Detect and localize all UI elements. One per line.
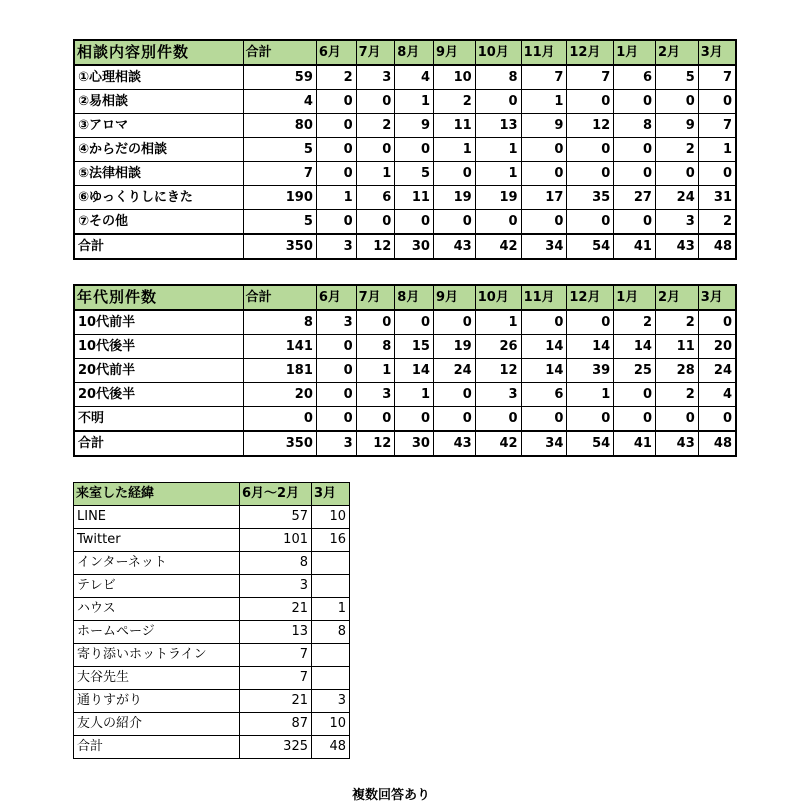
month-value: 0 xyxy=(433,210,475,235)
month-header: 8月 xyxy=(395,40,434,65)
month-value: 2 xyxy=(614,310,656,335)
month-value: 4 xyxy=(698,383,736,407)
month-value: 7 xyxy=(567,65,614,90)
count-mar: 10 xyxy=(312,506,350,529)
month-value: 0 xyxy=(521,310,567,335)
month-value: 9 xyxy=(655,114,698,138)
row-total: 5 xyxy=(243,210,316,235)
row-label: 不明 xyxy=(74,407,243,432)
month-value: 10 xyxy=(433,65,475,90)
month-value: 0 xyxy=(395,138,434,162)
row-label: ②易相談 xyxy=(74,90,243,114)
month-value: 7 xyxy=(698,65,736,90)
table-row xyxy=(74,407,736,432)
month-value: 19 xyxy=(475,186,521,210)
month-value: 14 xyxy=(395,359,434,383)
table-row xyxy=(74,575,350,598)
total-row xyxy=(74,234,736,259)
count-jun-feb: 57 xyxy=(240,506,312,529)
month-header: 10月 xyxy=(475,40,521,65)
consult-title: 相談内容別件数 xyxy=(74,40,243,65)
month-value: 0 xyxy=(316,359,356,383)
month-value: 13 xyxy=(475,114,521,138)
count-mar xyxy=(312,575,350,598)
month-value: 0 xyxy=(356,407,395,432)
row-total: 350 xyxy=(243,234,316,259)
month-header: 8月 xyxy=(395,285,434,310)
row-total: 7 xyxy=(243,162,316,186)
month-value: 11 xyxy=(433,114,475,138)
age-total-header: 合計 xyxy=(243,285,316,310)
month-value: 0 xyxy=(433,162,475,186)
row-label: ①心理相談 xyxy=(74,65,243,90)
month-value: 0 xyxy=(614,407,656,432)
month-value: 1 xyxy=(316,186,356,210)
count-jun-feb: 7 xyxy=(240,667,312,690)
count-jun-feb: 21 xyxy=(240,598,312,621)
count-jun-feb: 13 xyxy=(240,621,312,644)
month-value: 1 xyxy=(475,138,521,162)
month-header: 2月 xyxy=(655,285,698,310)
month-header: 2月 xyxy=(655,40,698,65)
month-value: 0 xyxy=(356,138,395,162)
month-value: 30 xyxy=(395,234,434,259)
month-value: 6 xyxy=(356,186,395,210)
month-value: 3 xyxy=(655,210,698,235)
count-mar: 8 xyxy=(312,621,350,644)
table-row xyxy=(74,506,350,529)
row-total: 0 xyxy=(243,407,316,432)
month-value: 14 xyxy=(567,335,614,359)
count-mar: 48 xyxy=(312,736,350,759)
month-value: 0 xyxy=(698,310,736,335)
table-row xyxy=(74,667,350,690)
month-value: 34 xyxy=(521,234,567,259)
month-value: 39 xyxy=(567,359,614,383)
age-header-row xyxy=(74,285,736,310)
row-total: 59 xyxy=(243,65,316,90)
source-body xyxy=(74,506,350,759)
month-value: 0 xyxy=(655,407,698,432)
month-value: 43 xyxy=(655,431,698,456)
month-value: 1 xyxy=(395,90,434,114)
month-value: 1 xyxy=(475,310,521,335)
month-value: 0 xyxy=(567,210,614,235)
month-value: 0 xyxy=(316,210,356,235)
month-value: 0 xyxy=(521,138,567,162)
count-jun-feb: 325 xyxy=(240,736,312,759)
row-label: ⑦その他 xyxy=(74,210,243,235)
month-value: 0 xyxy=(316,114,356,138)
count-mar xyxy=(312,552,350,575)
month-value: 0 xyxy=(475,407,521,432)
source-label: ホームページ xyxy=(74,621,240,644)
source-header-row xyxy=(74,483,350,506)
month-value: 12 xyxy=(567,114,614,138)
row-total: 20 xyxy=(243,383,316,407)
month-value: 54 xyxy=(567,234,614,259)
count-jun-feb: 21 xyxy=(240,690,312,713)
month-value: 35 xyxy=(567,186,614,210)
month-value: 0 xyxy=(614,138,656,162)
table-row xyxy=(74,736,350,759)
month-value: 0 xyxy=(614,162,656,186)
month-value: 0 xyxy=(316,90,356,114)
month-value: 0 xyxy=(614,383,656,407)
month-value: 9 xyxy=(521,114,567,138)
month-value: 34 xyxy=(521,431,567,456)
month-value: 0 xyxy=(433,310,475,335)
month-value: 1 xyxy=(356,359,395,383)
month-value: 0 xyxy=(698,90,736,114)
month-header: 7月 xyxy=(356,40,395,65)
month-value: 0 xyxy=(395,210,434,235)
month-value: 19 xyxy=(433,186,475,210)
month-value: 0 xyxy=(433,407,475,432)
age-table xyxy=(73,284,737,457)
month-value: 30 xyxy=(395,431,434,456)
month-value: 8 xyxy=(614,114,656,138)
consult-table xyxy=(73,39,737,260)
month-value: 0 xyxy=(567,310,614,335)
month-value: 2 xyxy=(433,90,475,114)
row-label: 20代後半 xyxy=(74,383,243,407)
month-value: 43 xyxy=(433,431,475,456)
source-label: インターネット xyxy=(74,552,240,575)
row-total: 8 xyxy=(243,310,316,335)
month-value: 20 xyxy=(698,335,736,359)
month-value: 0 xyxy=(475,90,521,114)
count-mar: 10 xyxy=(312,713,350,736)
month-value: 1 xyxy=(698,138,736,162)
month-value: 0 xyxy=(316,383,356,407)
row-total: 5 xyxy=(243,138,316,162)
count-mar xyxy=(312,667,350,690)
month-value: 24 xyxy=(698,359,736,383)
source-label: 大谷先生 xyxy=(74,667,240,690)
month-value: 41 xyxy=(614,234,656,259)
month-value: 54 xyxy=(567,431,614,456)
row-total: 4 xyxy=(243,90,316,114)
month-value: 14 xyxy=(614,335,656,359)
month-value: 2 xyxy=(655,383,698,407)
month-value: 1 xyxy=(567,383,614,407)
month-value: 43 xyxy=(655,234,698,259)
month-value: 3 xyxy=(356,383,395,407)
month-header: 3月 xyxy=(698,40,736,65)
month-value: 8 xyxy=(356,335,395,359)
month-header: 1月 xyxy=(614,40,656,65)
month-value: 12 xyxy=(475,359,521,383)
count-jun-feb: 3 xyxy=(240,575,312,598)
table-row xyxy=(74,65,736,90)
row-label: 20代前半 xyxy=(74,359,243,383)
month-value: 3 xyxy=(316,431,356,456)
month-header: 3月 xyxy=(698,285,736,310)
month-value: 0 xyxy=(475,210,521,235)
row-total: 190 xyxy=(243,186,316,210)
month-value: 1 xyxy=(356,162,395,186)
source-label: 合計 xyxy=(74,736,240,759)
month-value: 0 xyxy=(316,407,356,432)
month-value: 11 xyxy=(655,335,698,359)
row-label: ⑤法律相談 xyxy=(74,162,243,186)
month-value: 24 xyxy=(433,359,475,383)
source-label: Twitter xyxy=(74,529,240,552)
count-mar xyxy=(312,644,350,667)
month-value: 1 xyxy=(433,138,475,162)
table-row xyxy=(74,359,736,383)
count-mar: 3 xyxy=(312,690,350,713)
month-value: 0 xyxy=(567,407,614,432)
table-row xyxy=(74,690,350,713)
month-value: 0 xyxy=(356,210,395,235)
month-header: 11月 xyxy=(521,285,567,310)
month-value: 1 xyxy=(395,383,434,407)
month-value: 31 xyxy=(698,186,736,210)
month-value: 0 xyxy=(395,407,434,432)
row-label: 10代前半 xyxy=(74,310,243,335)
source-label: 友人の紹介 xyxy=(74,713,240,736)
month-value: 24 xyxy=(655,186,698,210)
table-row xyxy=(74,713,350,736)
table-row xyxy=(74,186,736,210)
source-col2-header: 3月 xyxy=(312,483,350,506)
total-row xyxy=(74,431,736,456)
month-value: 0 xyxy=(567,90,614,114)
month-value: 0 xyxy=(521,210,567,235)
month-value: 0 xyxy=(698,162,736,186)
row-label: 10代後半 xyxy=(74,335,243,359)
month-value: 17 xyxy=(521,186,567,210)
month-header: 1月 xyxy=(614,285,656,310)
row-total: 80 xyxy=(243,114,316,138)
count-jun-feb: 7 xyxy=(240,644,312,667)
month-value: 0 xyxy=(356,90,395,114)
month-value: 2 xyxy=(316,65,356,90)
month-value: 43 xyxy=(433,234,475,259)
row-total: 181 xyxy=(243,359,316,383)
row-total: 350 xyxy=(243,431,316,456)
month-value: 0 xyxy=(655,90,698,114)
month-value: 8 xyxy=(475,65,521,90)
month-value: 28 xyxy=(655,359,698,383)
month-header: 12月 xyxy=(567,40,614,65)
month-header: 10月 xyxy=(475,285,521,310)
month-header: 11月 xyxy=(521,40,567,65)
month-value: 3 xyxy=(316,234,356,259)
source-label: ハウス xyxy=(74,598,240,621)
month-value: 1 xyxy=(475,162,521,186)
month-value: 0 xyxy=(567,162,614,186)
month-value: 4 xyxy=(395,65,434,90)
table-row xyxy=(74,138,736,162)
month-value: 0 xyxy=(698,407,736,432)
table-row xyxy=(74,644,350,667)
month-value: 42 xyxy=(475,234,521,259)
month-value: 2 xyxy=(698,210,736,235)
month-value: 0 xyxy=(316,335,356,359)
month-value: 3 xyxy=(356,65,395,90)
month-value: 0 xyxy=(316,138,356,162)
month-value: 11 xyxy=(395,186,434,210)
age-title: 年代別件数 xyxy=(74,285,243,310)
table-row xyxy=(74,162,736,186)
month-value: 15 xyxy=(395,335,434,359)
month-value: 0 xyxy=(433,383,475,407)
month-value: 14 xyxy=(521,359,567,383)
table-row xyxy=(74,621,350,644)
count-mar: 16 xyxy=(312,529,350,552)
month-header: 6月 xyxy=(316,285,356,310)
count-jun-feb: 101 xyxy=(240,529,312,552)
table-row xyxy=(74,90,736,114)
source-title: 来室した経緯 xyxy=(74,483,240,506)
row-total: 141 xyxy=(243,335,316,359)
consult-body xyxy=(74,65,736,259)
month-value: 1 xyxy=(521,90,567,114)
source-table xyxy=(73,482,350,759)
month-value: 12 xyxy=(356,234,395,259)
month-value: 0 xyxy=(655,162,698,186)
row-label: 合計 xyxy=(74,234,243,259)
table-row xyxy=(74,529,350,552)
month-value: 6 xyxy=(521,383,567,407)
month-value: 7 xyxy=(521,65,567,90)
month-value: 0 xyxy=(567,138,614,162)
month-header: 6月 xyxy=(316,40,356,65)
row-label: 合計 xyxy=(74,431,243,456)
month-value: 12 xyxy=(356,431,395,456)
source-label: テレビ xyxy=(74,575,240,598)
source-col1-header: 6月～2月 xyxy=(240,483,312,506)
month-value: 0 xyxy=(614,90,656,114)
count-jun-feb: 87 xyxy=(240,713,312,736)
row-label: ④からだの相談 xyxy=(74,138,243,162)
month-value: 0 xyxy=(521,162,567,186)
source-label: 通りすがり xyxy=(74,690,240,713)
month-value: 42 xyxy=(475,431,521,456)
month-value: 0 xyxy=(395,310,434,335)
month-value: 3 xyxy=(316,310,356,335)
month-value: 41 xyxy=(614,431,656,456)
table-row xyxy=(74,598,350,621)
row-label: ⑥ゆっくりしにきた xyxy=(74,186,243,210)
month-value: 48 xyxy=(698,431,736,456)
month-value: 48 xyxy=(698,234,736,259)
row-label: ③アロマ xyxy=(74,114,243,138)
table-row xyxy=(74,310,736,335)
month-value: 0 xyxy=(521,407,567,432)
month-header: 7月 xyxy=(356,285,395,310)
month-value: 0 xyxy=(614,210,656,235)
month-value: 6 xyxy=(614,65,656,90)
month-header: 9月 xyxy=(433,40,475,65)
month-header: 12月 xyxy=(567,285,614,310)
month-value: 2 xyxy=(655,310,698,335)
consult-total-header: 合計 xyxy=(243,40,316,65)
month-value: 25 xyxy=(614,359,656,383)
month-value: 3 xyxy=(475,383,521,407)
source-label: 寄り添いホットライン xyxy=(74,644,240,667)
table-row xyxy=(74,552,350,575)
month-value: 27 xyxy=(614,186,656,210)
consult-header-row xyxy=(74,40,736,65)
month-value: 14 xyxy=(521,335,567,359)
month-value: 7 xyxy=(698,114,736,138)
month-value: 2 xyxy=(655,138,698,162)
month-value: 2 xyxy=(356,114,395,138)
count-mar: 1 xyxy=(312,598,350,621)
month-value: 5 xyxy=(655,65,698,90)
count-jun-feb: 8 xyxy=(240,552,312,575)
table-row xyxy=(74,335,736,359)
month-value: 0 xyxy=(356,310,395,335)
month-value: 0 xyxy=(316,162,356,186)
table-row xyxy=(74,114,736,138)
month-value: 19 xyxy=(433,335,475,359)
month-value: 9 xyxy=(395,114,434,138)
multiple-answers-note: 複数回答あり xyxy=(352,788,431,803)
month-value: 26 xyxy=(475,335,521,359)
age-body xyxy=(74,310,736,456)
table-row xyxy=(74,210,736,235)
month-value: 5 xyxy=(395,162,434,186)
source-label: LINE xyxy=(74,506,240,529)
table-row xyxy=(74,383,736,407)
month-header: 9月 xyxy=(433,285,475,310)
